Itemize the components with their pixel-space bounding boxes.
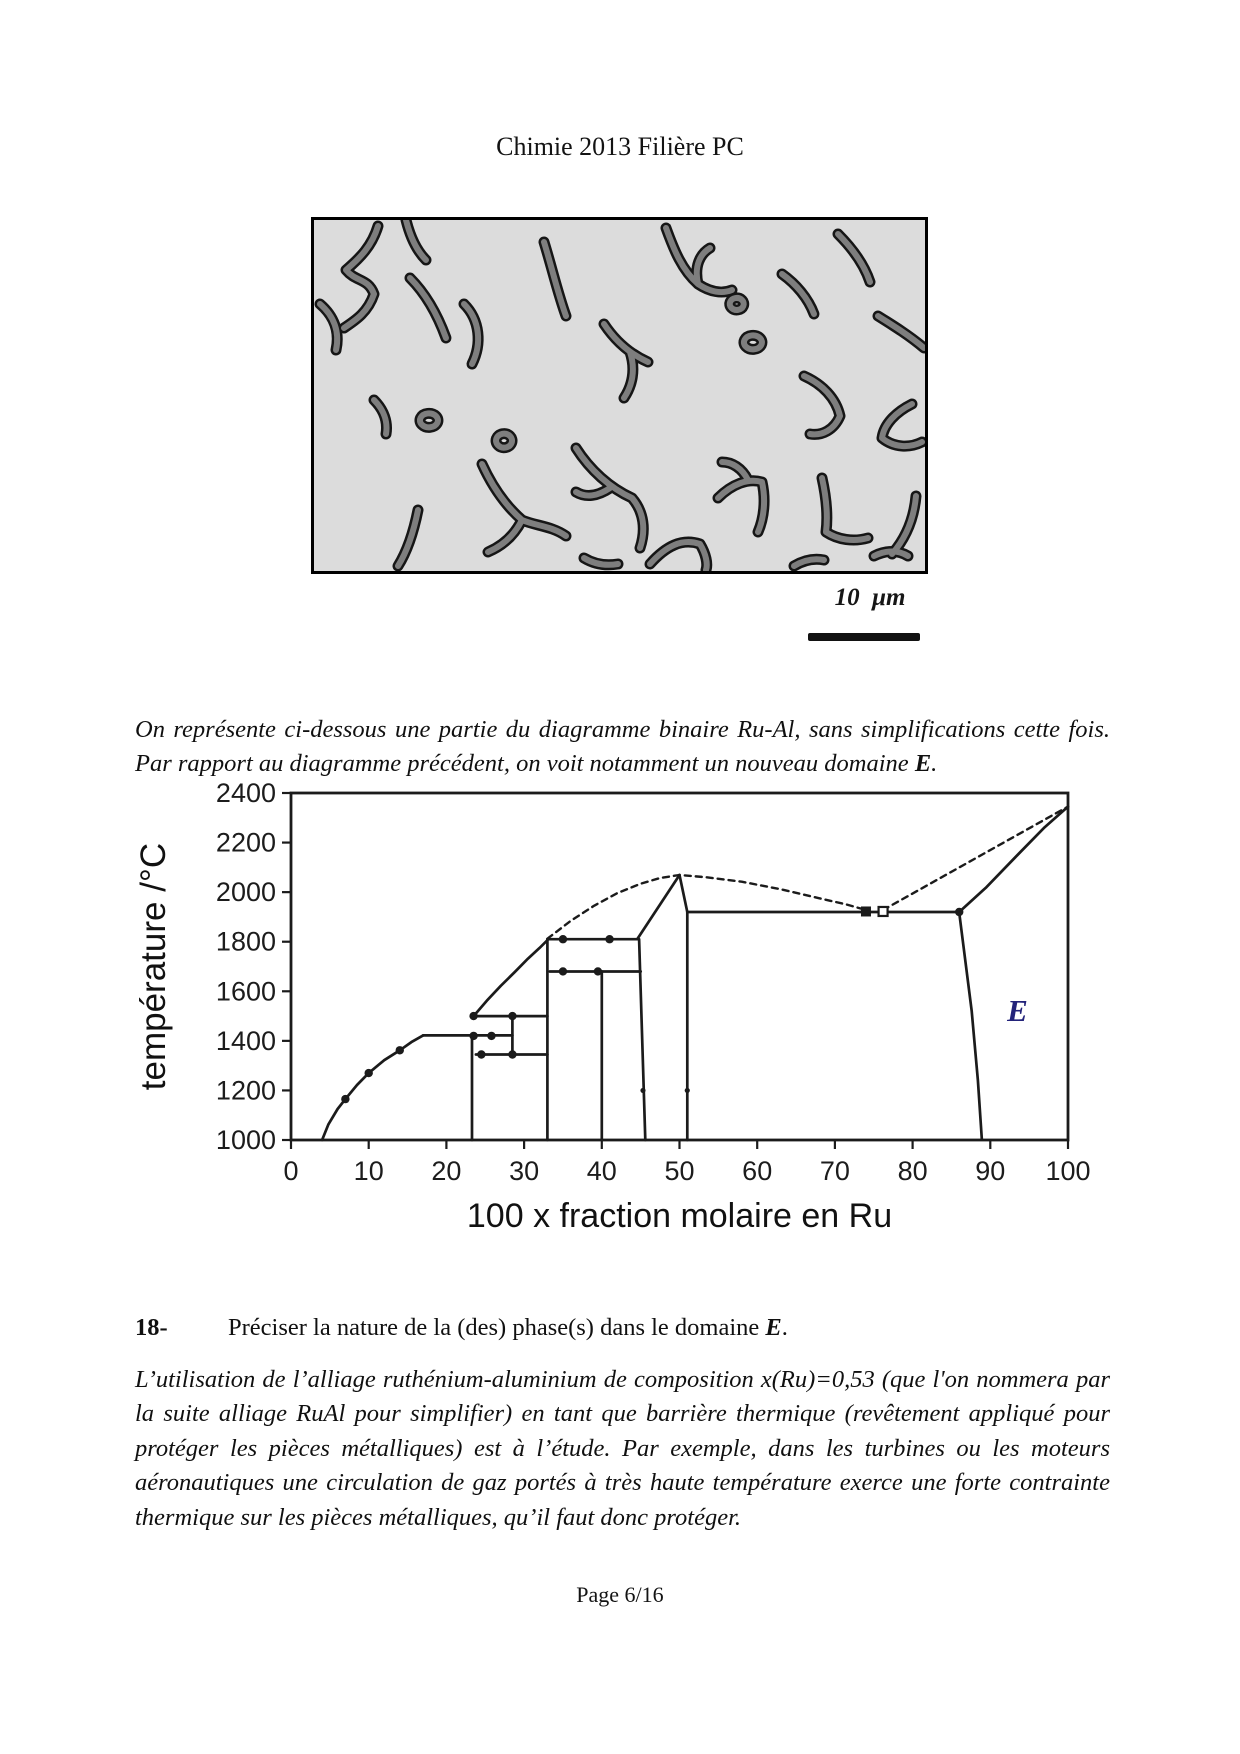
marker-square-filled (861, 906, 871, 916)
intro-period: . (931, 749, 938, 777)
scale-bar-label: 10 μm (834, 584, 906, 611)
marker-dot (559, 967, 567, 975)
question-18 (135, 1311, 1110, 1345)
marker-dot (955, 908, 963, 916)
marker-dot (594, 967, 602, 975)
x-tick-label: 70 (819, 1156, 850, 1186)
y-tick-label: 1400 (215, 1025, 276, 1056)
marker-square-open (879, 907, 888, 916)
y-tick-label: 2400 (215, 778, 276, 808)
page-header: Chimie 2013 Filière PC (496, 132, 744, 161)
marker-dot (469, 1012, 477, 1020)
phase-diagram-figure (120, 740, 1130, 1260)
marker-dot (477, 1050, 485, 1058)
curve-liquidus-left (322, 1035, 423, 1140)
question-number: 18- (135, 1313, 168, 1341)
y-tick-label: 2200 (215, 827, 276, 858)
phase-diagram-svg (120, 740, 1130, 1260)
intro-domain-e: E (914, 749, 932, 777)
question-domain-e: E (765, 1313, 782, 1341)
curve-liquidus-dome-dashed (547, 875, 866, 939)
marker-dot (469, 1032, 477, 1040)
intro-text: On représente ci-dessous une partie du diagramme binaire Ru-Al, sans simplifications cette fois. Par rapport au diagramme précédent, on voit notamment un nouveau domaine (135, 715, 1110, 777)
x-tick-label: 80 (897, 1156, 928, 1186)
marker-dot (508, 1012, 516, 1020)
y-tick-label: 1600 (215, 976, 276, 1007)
x-tick-label: 100 (1045, 1156, 1091, 1186)
y-tick-label: 2000 (215, 877, 276, 908)
question-text: Préciser la nature de la (des) phase(s) dans le domaine (228, 1313, 766, 1341)
micrograph-figure (311, 217, 928, 574)
x-tick-label: 50 (664, 1156, 695, 1186)
x-axis-title: 100 x fraction molaire en Ru (466, 1197, 893, 1235)
scale-bar (808, 633, 920, 641)
curve-vertical-x45 (639, 939, 645, 1140)
x-tick-label: 0 (283, 1156, 299, 1186)
x-tick-label: 60 (742, 1156, 773, 1186)
marker-dot (396, 1046, 404, 1054)
marker-dot (508, 1050, 516, 1058)
curve-ru-solvus (959, 913, 982, 1139)
curve-ru-liquidus-dashed (883, 807, 1068, 910)
question-period: . (781, 1313, 788, 1341)
axis-box (291, 793, 1068, 1140)
micrograph-svg (314, 220, 925, 571)
body-paragraph: L’utilisation de l’alliage ruthénium-aluminium de composition x(Ru)=0,53 (que l'on nommera par la suite alliage RuAl pour simplifier) en tant que barrière thermique (revêtement appliqué pour protéger les pièces métalliques) est à l’étude. Par exemple, dans les turbines ou les moteurs aéronautiques une circulation de gaz portés à très haute température exerce une forte contrainte thermique sur les pièces métalliques, qu’il faut donc protéger. (135, 1365, 1110, 1531)
curve-liquidus-mid (474, 940, 548, 1016)
curve-rual-right-boundary (680, 875, 688, 912)
x-tick-label: 10 (353, 1156, 384, 1186)
marker-dot-small (640, 1088, 645, 1093)
x-tick-label: 30 (509, 1156, 540, 1186)
y-axis-title: température /°C (134, 842, 173, 1091)
x-tick-label: 90 (975, 1156, 1006, 1186)
marker-dot (487, 1032, 495, 1040)
marker-dot-small (685, 1088, 690, 1093)
x-tick-label: 40 (586, 1156, 617, 1186)
page-footer: Page 6/16 (576, 1582, 664, 1607)
marker-dot (559, 935, 567, 943)
y-tick-label: 1000 (215, 1125, 276, 1155)
marker-dot (365, 1069, 373, 1077)
domain-e-label: E (1007, 993, 1028, 1029)
marker-dot (605, 935, 613, 943)
marker-dot (341, 1095, 349, 1103)
x-tick-label: 20 (431, 1156, 462, 1186)
curve-rual-left-boundary (638, 875, 680, 939)
y-tick-label: 1800 (215, 926, 276, 957)
y-tick-label: 1200 (215, 1075, 276, 1106)
